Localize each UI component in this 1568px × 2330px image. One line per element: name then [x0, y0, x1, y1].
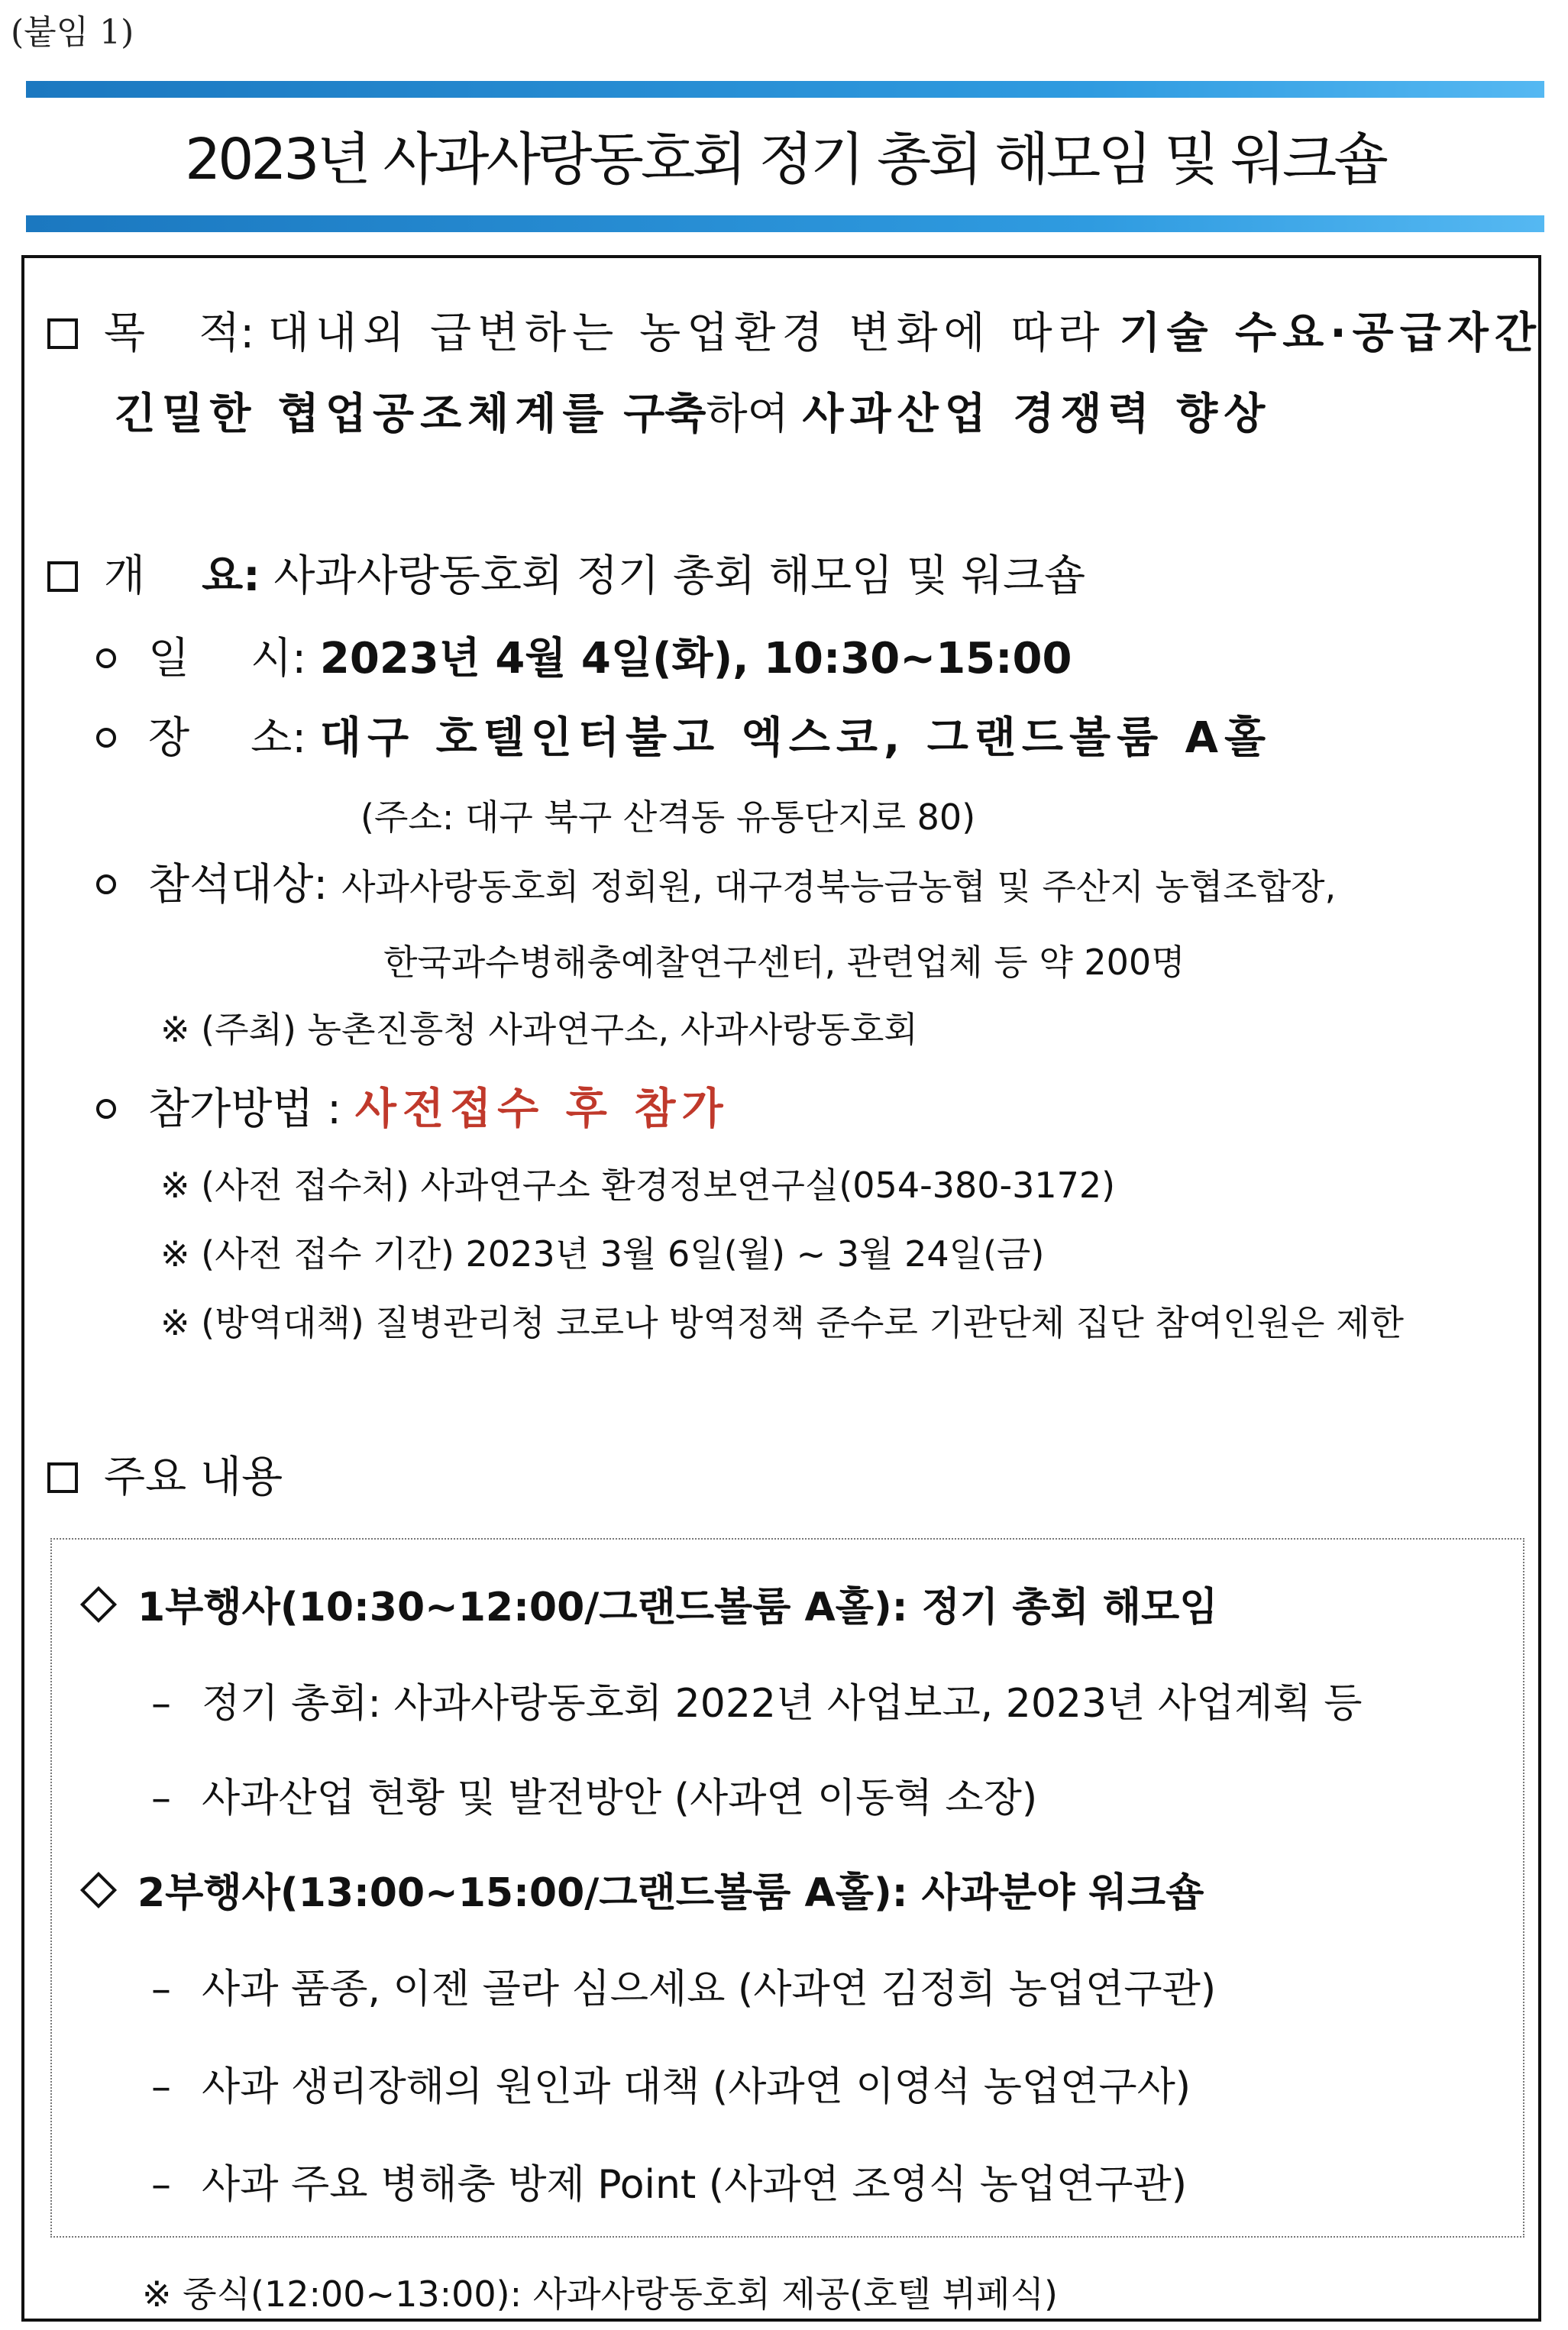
main-heading: 주요 내용 [104, 1453, 283, 1502]
place-value: 대구 호텔인터불고 엑스코, 그랜드볼룸 A홀 [319, 713, 1272, 763]
session-2-heading [79, 1860, 1204, 1918]
dash-bullet: – [151, 2064, 171, 2110]
purpose-bold-1: 기술 수요·공급자간 [1119, 309, 1542, 358]
dash-bullet: – [151, 1776, 171, 1821]
session-1-item [151, 1671, 1363, 1728]
bullet-circle-icon [96, 728, 116, 748]
dash-bullet: – [151, 1966, 171, 2012]
session-2-item [151, 2054, 1191, 2112]
purpose-line-1 [47, 299, 1542, 360]
purpose-bold-4: 사과산업 경쟁력 향상 [802, 389, 1272, 439]
bullet-circle-icon [96, 648, 116, 668]
note-quarantine: ※ (방역대책) 질병관리청 코로나 방역정책 준수로 기관단체 집단 참여인원은 제한 [160, 1302, 1404, 1343]
method-value: 사전접수 후 참가 [354, 1084, 729, 1134]
title-bottom-bar [26, 215, 1544, 232]
bullet-circle-icon [96, 1099, 116, 1119]
date-label: 일 [148, 634, 190, 683]
lunch-note: ※ 중식(12:00~13:00): 사과사랑동호회 제공(호텔 뷔페식) [142, 2273, 1058, 2315]
date-value: 2023년 4월 4일(화), 10:30~15:00 [319, 634, 1072, 683]
date-label-2: 시: [251, 634, 307, 683]
main-heading-line [47, 1443, 283, 1504]
address: (주소: 대구 북구 산격동 유통단지로 80) [360, 797, 976, 838]
bullet-circle-icon [96, 874, 116, 894]
method-line [96, 1075, 729, 1136]
purpose-text-2: 하여 [706, 389, 789, 439]
session-1-title: 1부행사(10:30~12:00/그랜드볼룸 A홀): 정기 총회 해모임 [137, 1585, 1218, 1630]
session-1-item-text: 사과산업 현황 및 발전방안 (사과연 이동혁 소장) [202, 1776, 1038, 1821]
attachment-label: (붙임 1) [11, 13, 134, 52]
dash-bullet: – [151, 2162, 171, 2208]
session-2-item [151, 1957, 1216, 2014]
overview-label-2: 요: [202, 551, 260, 601]
session-2-title: 2부행사(13:00~15:00/그랜드볼룸 A홀): 사과분야 워크숍 [137, 1870, 1204, 1916]
diamond-bullet-icon [80, 1586, 117, 1623]
session-2-item-text: 사과 품종, 이젠 골라 심으세요 (사과연 김정희 농업연구관) [202, 1966, 1217, 2012]
diamond-bullet-icon [80, 1872, 117, 1908]
dash-bullet: – [151, 1681, 171, 1727]
target-text-2: 한국과수병해충예찰연구센터, 관련업체 등 약 200명 [383, 942, 1185, 983]
note-reception: ※ (사전 접수처) 사과연구소 환경정보연구실(054-380-3172) [160, 1165, 1116, 1206]
session-2-item [151, 2152, 1187, 2209]
purpose-label: 목 [104, 309, 146, 358]
purpose-text: 대내외 급변하는 농업환경 변화에 따라 [267, 309, 1106, 358]
purpose-line-2 [115, 380, 1271, 441]
place-label-2: 소: [251, 713, 307, 763]
place-label: 장 [148, 713, 190, 763]
purpose-label-2: 적: [199, 309, 255, 358]
checkbox-icon [47, 318, 78, 349]
session-2-item-text: 사과 생리장해의 원인과 대책 (사과연 이영석 농업연구사) [202, 2064, 1191, 2110]
session-2-item-text: 사과 주요 병해충 방제 Point (사과연 조영식 농업연구관) [202, 2162, 1188, 2208]
session-1-heading [79, 1575, 1217, 1632]
target-line-1 [96, 851, 1336, 912]
overview-label: 개 [104, 551, 146, 601]
title-top-bar [26, 81, 1544, 98]
checkbox-icon [47, 561, 78, 592]
document-title: 2023년 사과사랑동호회 정기 총회 해모임 및 워크숍 [185, 127, 1385, 192]
session-1-item-text: 정기 총회: 사과사랑동호회 2022년 사업보고, 2023년 사업계획 등 [202, 1681, 1363, 1727]
checkbox-icon [47, 1462, 78, 1493]
target-label: 참석대상: [148, 860, 328, 910]
session-1-item [151, 1766, 1037, 1823]
note-period: ※ (사전 접수 기간) 2023년 3월 6일(월) ~ 3월 24일(금) [160, 1233, 1045, 1275]
target-text-1: 사과사랑동호회 정회원, 대구경북능금농협 및 주산지 농협조합장, [341, 866, 1337, 907]
date-line [96, 625, 1072, 686]
overview-line [47, 542, 1085, 603]
place-line [96, 704, 1272, 765]
purpose-bold-3: 구축 [623, 389, 706, 439]
host-note: ※ (주최) 농촌진흥청 사과연구소, 사과사랑동호회 [160, 1009, 918, 1050]
purpose-bold-2: 긴밀한 협업공조체계를 [115, 389, 610, 439]
method-label: 참가방법 : [148, 1084, 342, 1134]
overview-text: 사과사랑동호회 정기 총회 해모임 및 워크숍 [273, 551, 1086, 601]
